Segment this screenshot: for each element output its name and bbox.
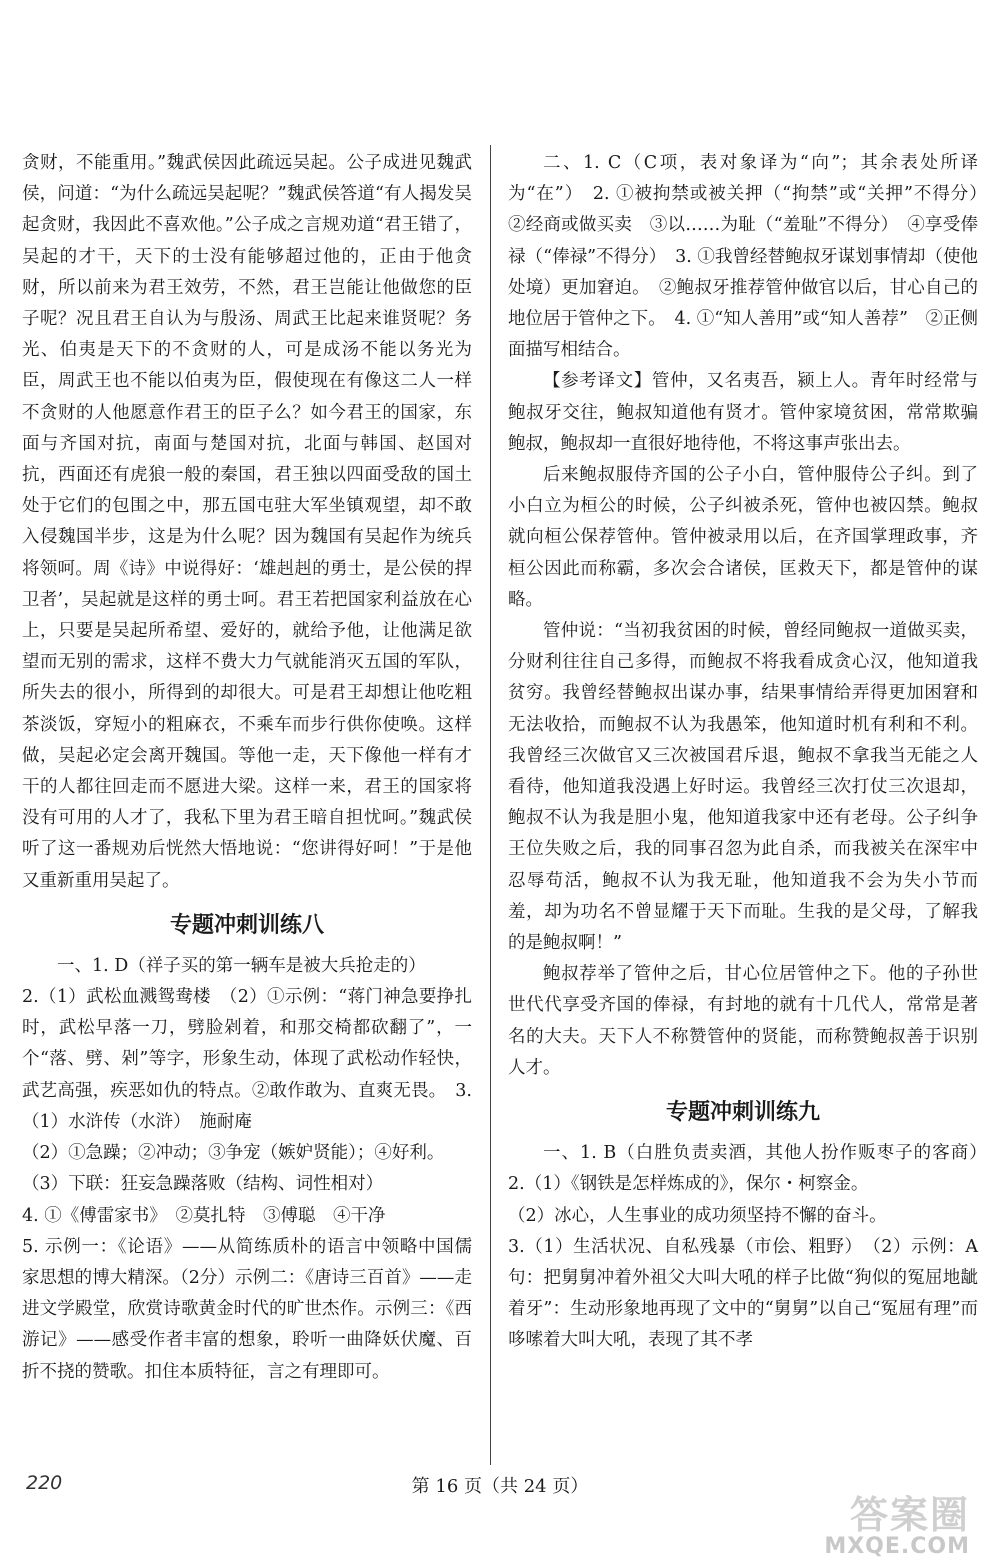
answer-item: （2）冰心，人生事业的成功须坚持不懈的奋斗。 xyxy=(508,1205,887,1226)
watermark-url: MXQE.COM xyxy=(824,1534,970,1559)
answer-item: 5. 示例一：《论语》——从简练质朴的语言中领略中国儒家思想的博大精深。（2分）示例二：《唐诗三百首》——走进文学殿堂，欣赏诗歌黄金时代的旷世杰作。示例三：《西游记》——感受作者丰富的想象，聆听一曲降妖伏魔、百折不挠的赞歌。扣住本质特征，言之有理即可。 xyxy=(22,1236,472,1382)
answer-item: 3.（1）生活状况、自私残暴（市侩、粗野） （2）示例：A句：把舅舅冲着外祖父大叫大吼的样子比做“狗似的冤屈地龇着牙”：生动形象地再现了文中的“舅舅”以自己“冤屈有理”而哆嗦着大叫大吼，表现了其不孝 xyxy=(508,1236,978,1351)
translation-label: 【参考译文】 xyxy=(543,371,652,392)
translation-paragraph: 后来鲍叔服侍齐国的公子小白，管仲服侍公子纠。到了小白立为桓公的时候，公子纠被杀死，管仲也被囚禁。鲍叔就向桓公保荐管仲。管仲被录用以后，在齐国掌理政事，齐桓公因此而称霸，多次会合诸侯，匡救天下，都是管仲的谋略。 xyxy=(508,465,978,610)
translation-continuation: 贪财，不能重用。”魏武侯因此疏远吴起。公子成进见魏武侯，问道：“为什么疏远吴起呢？”魏武侯答道“有人揭发吴起贪财，我因此不喜欢他。”公子成之言规劝道“君王错了，吴起的才干，天下的士没有能够超过他的，正由于他贪财，所以前来为君王效劳，不然，君王岂能让他做您的臣子呢？况且君王自认为与殷汤、周武王比起来谁贤呢？务光、伯夷是天下的不贪财的人，可是成汤不能以务光为臣，周武王也不能以伯夷为臣，假使现在有像这二人一样不贪财的人他愿意作君王的臣子么？如今君王的国家，东面与齐国对抗，南面与楚国对抗，北面与韩国、赵国对抗，西面还有虎狼一般的秦国，君王独以四面受敌的国土处于它们的包围之中，那五国屯驻大军坐镇观望，却不敢入侵魏国半步，这是为什么呢？因为魏国有吴起作为统兵将领呵。周《诗》中说得好：‘雄赳赳的勇士，是公侯的捍卫者’，吴起就是这样的勇士呵。君王若把国家利益放在心上，只要是吴起所希望、爱好的，就给予他，让他满足欲望而无别的需求，这样不费大力气就能消灭五国的军队，所失去的很小，所得到的却很大。可是君王却想让他吃粗茶淡饭，穿短小的粗麻衣，不乘车而步行供你使唤。这样做，吴起必定会离开魏国。等他一走，天下像他一样有才干的人都往回走而不愿进大梁。这样一来，君王的国家将没有可用的人才了，我私下里为君王暗自担忧呵。”魏武侯听了这一番规劝后恍然大悟地说：“您讲得好呵！”于是他又重新重用吴起了。 xyxy=(22,153,472,891)
answer-item: 一、1. D（祥子买的第一辆车是被大兵抢走的） xyxy=(57,955,426,976)
watermark-logo xyxy=(800,1484,970,1559)
page-info: 第 16 页（共 24 页） xyxy=(411,1476,589,1497)
section-heading-8: 专题冲刺训练八 xyxy=(169,912,324,938)
translation-paragraph: 管仲说：“当初我贫困的时候，曾经同鲍叔一道做买卖，分财利往往自己多得，而鲍叔不将我看成贪心汉，他知道我贫穷。我曾经替鲍叔出谋办事，结果事情给弄得更加困窘和无法收拾，而鲍叔不认为我愚笨，他知道时机有利和不利。我曾经三次做官又三次被国君斥退，鲍叔不拿我当无能之人看待，他知道我没遇上好时运。我曾经三次打仗三次退却，鲍叔不认为我是胆小鬼，他知道我家中还有老母。公子纠争王位失败之后，我的同事召忽为此自杀，而我被关在深牢中忍辱苟活，鲍叔不认为我无耻，他知道我不会为失小节而羞，却为功名不曾显耀于天下而耻。生我的是父母，了解我的是鲍叔啊！” xyxy=(508,621,978,954)
column-divider xyxy=(490,145,491,1465)
translation-paragraph: 鲍叔荐举了管仲之后，甘心位居管仲之下。他的子孙世世代代享受齐国的俸禄，有封地的就有十几代人，常常是著名的大夫。天下人不称赞管仲的贤能，而称赞鲍叔善于识别人才。 xyxy=(508,964,978,1078)
translation-text: 管仲，又名夷吾，颍上人。青年时经常与鲍叔牙交往，鲍叔知道他有贤才。管仲家境贫困，常常欺骗鲍叔，鲍叔却一直很好地待他，不将这事声张出去。 xyxy=(508,371,979,454)
answer-item: （2）①急躁；②冲动；③争宠（嫉妒贤能）；④好利。 xyxy=(22,1143,445,1164)
answer-item: 一、1. B（白胜负责卖酒，其他人扮作贩枣子的客商） 2.（1）《钢铁是怎样炼成的》，保尔・柯察金。 xyxy=(508,1143,996,1195)
answer-item: （3）下联：狂妄急躁落败（结构、词性相对） xyxy=(22,1174,384,1195)
watermark-logo-text: 答案圈 xyxy=(849,1493,970,1537)
section-heading-9: 专题冲刺训练九 xyxy=(665,1100,820,1126)
answer-item: 2.（1）武松血溅鸳鸯楼 （2）①示例：“蒋门神急要挣扎时，武松早落一刀，劈脸剁着，和那交椅都砍翻了”，一个“落、劈、剁”等字，形象生动，体现了武松动作轻快，武艺高强，疾恶如仇的特点。②敢作敢为、直爽无畏。 3.（1）水浒传（水浒） 施耐庵 xyxy=(22,987,472,1132)
right-column xyxy=(508,148,996,1357)
answer-item: 4. ①《傅雷家书》 ②莫扎特 ③傅聪 ④干净 xyxy=(22,1205,386,1226)
answer-block: 二、1. C（C项，表对象译为“向”；其余表处所译为“在”） 2. ①被拘禁或被关押（“拘禁”或“关押”不得分） ②经商或做买卖 ③以……为耻（“羞耻”不得分） ④享受俸禄（“俸禄”不得分） 3. ①我曾经替鲍叔牙谋划事情却（使他处境）更加窘迫。 ②鲍叔牙推荐管仲做官以后，甘心自己的地位居于管仲之下。 4. ①“知人善用”或“知人善荐” ②正侧面描写相结合。 xyxy=(508,153,996,361)
translation-paragraph xyxy=(508,366,978,460)
page-number: 220 xyxy=(26,1472,63,1494)
left-column xyxy=(22,148,472,1388)
